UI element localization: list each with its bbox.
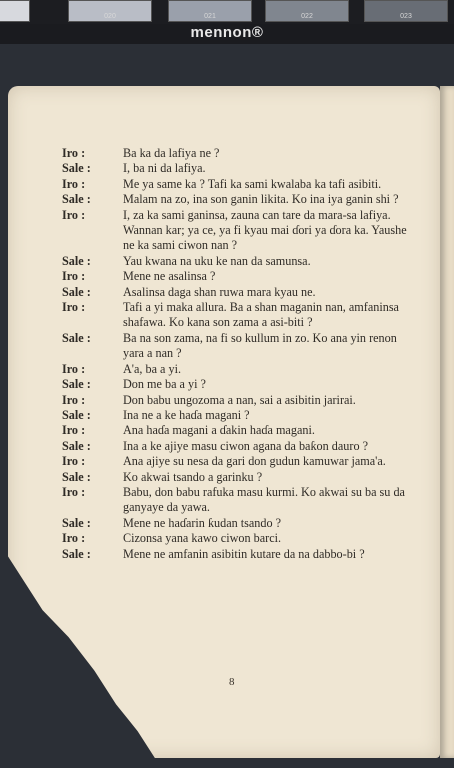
dialogue-text [62,146,412,562]
dialogue-row [62,377,412,392]
dialogue-row [62,485,412,516]
color-patch: 023 [364,0,448,22]
dialogue-row [62,208,412,254]
dialogue-line: Tafi a yi maka allura. Ba a shan maganin nan, amfaninsa shafawa. Ko kana son zama a asi-biti ? [123,300,399,330]
speaker-label: Sale : [62,407,91,422]
dialogue-line: Babu, don babu rafuka masu kurmi. Ko akwai su ba su da ganyaye da yawa. [123,484,405,515]
dialogue-row [62,177,412,192]
dialogue-line: Ko akwai tsando a garinku ? [123,469,263,484]
speaker-label: Sale : [62,192,91,207]
dialogue-row [62,362,412,377]
dialogue-line: Mene ne amfanin asibitin kutare da na dabbo-bi ? [123,546,365,561]
dialogue-row [62,393,412,408]
dialogue-row [62,254,412,269]
speaker-label: Iro : [62,423,86,438]
speaker-label: Iro : [62,454,86,469]
speaker-label: Iro : [62,300,86,315]
speaker-label: Sale : [62,469,91,484]
color-patch: 020 [68,0,152,22]
dialogue-line: Don me ba a yi ? [123,377,206,392]
dialogue-row [62,192,412,207]
dialogue-line: Mene ne haɗarin ƙudan tsando ? [123,515,282,530]
dialogue-row [62,300,412,331]
speaker-label: Iro : [62,484,86,499]
dialogue-line: Ina a ke ajiye masu ciwon agana da baƙon dauro ? [123,438,368,453]
speaker-label: Iro : [62,531,86,546]
speaker-label: Sale : [62,330,91,345]
dialogue-line: A'a, ba a yi. [123,361,182,376]
dialogue-row [62,423,412,438]
speaker-label: Sale : [62,284,91,299]
speaker-label: Iro : [62,392,86,407]
brand-logo: mennon® [190,24,264,41]
dialogue-row [62,547,412,562]
dialogue-row [62,408,412,423]
dialogue-row [62,439,412,454]
speaker-label: Sale : [62,377,91,392]
dialogue-row [62,516,412,531]
speaker-label: Iro : [62,207,86,222]
color-patch: 021 [168,0,252,22]
dialogue-line: Cizonsa yana kawo ciwon barci. [123,531,282,546]
dialogue-row [62,146,412,161]
dialogue-line: Ana ajiye su nesa da gari don gudun kamuwar jama'a. [123,454,386,469]
dialogue-row [62,269,412,284]
dialogue-line: Ana haɗa magani a ɗakin haɗa magani. [123,423,315,438]
speaker-label: Iro : [62,269,86,284]
dialogue-line: Mene ne asalinsa ? [123,269,216,284]
dialogue-line: Ba ka da lafiya ne ? [123,146,220,160]
facing-page-edge [440,86,454,758]
dialogue-line: Me ya same ka ? Tafi ka sami kwalaba ka tafi asibiti. [123,176,382,191]
color-patch: 022 [265,0,349,22]
speaker-label: Sale : [62,515,91,530]
dialogue-row [62,454,412,469]
dialogue-line: I, ba ni da lafiya. [123,161,206,176]
dialogue-line: Malam na zo, ina son ganin likita. Ko ina iya ganin shi ? [123,192,399,207]
speaker-label: Sale : [62,546,91,561]
dialogue-line: I, za ka sami ganinsa, zauna can tare da mara-sa lafiya. Wannan kar; ya ce, ya fi kyau mai ɗori ya ɗora ka. Yaushe ne ka sami ciwon nan ? [123,207,407,253]
dialogue-row [62,331,412,362]
dialogue-line: Ba na son zama, na fi so kullum in zo. Ko ana yin renon yara a nan ? [123,330,397,361]
dialogue-row [62,470,412,485]
speaker-label: Sale : [62,161,91,176]
speaker-label: Sale : [62,253,91,268]
color-patch [0,0,30,22]
speaker-label: Iro : [62,361,86,376]
dialogue-line: Ina ne a ke haɗa magani ? [123,407,250,422]
dialogue-line: Don babu ungozoma a nan, sai a asibitin jarirai. [123,392,356,407]
dialogue-line: Yau kwana na uku ke nan da samunsa. [123,253,311,268]
speaker-label: Sale : [62,438,91,453]
speaker-label: Iro : [62,176,86,191]
dialogue-row [62,161,412,176]
dialogue-row [62,285,412,300]
dialogue-line: Asalinsa daga shan ruwa mara kyau ne. [123,284,316,299]
speaker-label: Iro : [62,146,86,160]
page-number: 8 [229,676,235,688]
dialogue-row [62,531,412,546]
color-scale-strip [0,0,454,24]
